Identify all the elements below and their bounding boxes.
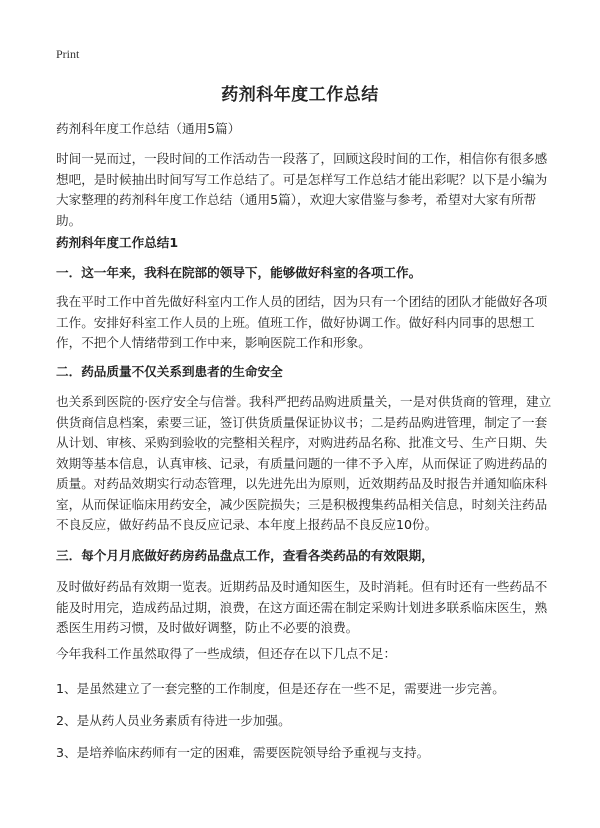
- page-title: 药剂科年度工作总结: [221, 85, 379, 105]
- heading-1: 一．这一年来，我科在院部的领导下，能够做好科室的各项工作。: [56, 265, 422, 280]
- list-item: 1、是虽然建立了一套完整的工作制度，但是还存在一些不足，需要进一步完善。: [56, 681, 505, 696]
- paragraph-2: 也关系到医院的·医疗安全与信誉。我科严把药品购进质量关，一是对供货商的管理，建立供货商信息档案，索要三证，签订供货质量保证协议书；二是药品购进管理，制定了一套从计划、审核、采购到验收的完整相关程序，对购进药品名称、批准文号、生产日期、失效期等基本信息，认真审核、记录，有质量问题的一律不予入库，从而保证了购进药品的质量。对药品效期实行动态管理，以先进先出为原则，近效期药品及时报告并通知临床科室，从而保证临床用药安全，减少医院损失；三是积极搜集药品相关信息，时刻关注药品不良反应，做好药品不良反应记录、本年度上报药品不良反应10份。: [56, 394, 552, 532]
- list-item: 3、是培养临床药师有一定的困难，需要医院领导给予重视与支持。: [56, 745, 430, 760]
- document-subtitle: 药剂科年度工作总结（通用5篇）: [56, 121, 241, 136]
- paragraph-3: 及时做好药品有效期一览表。近期药品及时通知医生，及时消耗。但有时还有一些药品不能及时用完，造成药品过期，浪费，在这方面还需在制定采购计划进多联系临床医生，熟悉医生用药习惯，及时做好调整，防止不必要的浪费。: [56, 579, 548, 635]
- heading-3: 三．每个月月底做好药房药品盘点工作，查看各类药品的有效限期，: [56, 548, 434, 563]
- list-item: 2、是从药人员业务素质有待进一步加强。: [56, 713, 291, 728]
- paragraph-1: 我在平时工作中首先做好科室内工作人员的团结，因为只有一个团结的团队才能做好各项工作。安排好科室工作人员的上班。值班工作，做好协调工作。做好科内同事的思想工作，不把个人情绪带到工作中来，影响医院工作和形象。: [56, 294, 548, 350]
- heading-2: 二．药品质量不仅关系到患者的生命安全: [56, 364, 283, 379]
- paragraph-4: 今年我科工作虽然取得了一些成绩，但还存在以下几点不足：: [56, 646, 397, 661]
- intro-paragraph: 时间一晃而过，一段时间的工作活动告一段落了，回顾这段时间的工作，相信你有很多感想吧，是时候抽出时间写写工作总结了。可是怎样写工作总结才能出彩呢？以下是小编为大家整理的药剂科年度工作总结（通用5篇），欢迎大家借鉴与参考，希望对大家有所帮助。: [56, 151, 548, 228]
- print-link[interactable]: Print: [56, 47, 80, 61]
- section-heading: 药剂科年度工作总结1: [56, 235, 179, 250]
